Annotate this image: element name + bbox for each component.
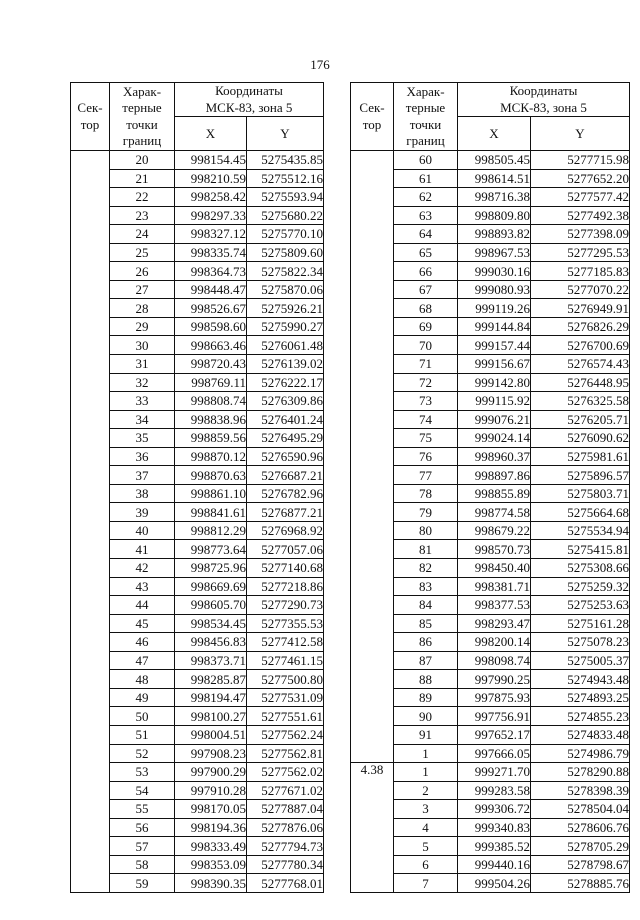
x-coordinate-cell: 998808.74 bbox=[175, 392, 247, 411]
x-coordinate-cell: 999504.26 bbox=[458, 874, 531, 893]
y-coordinate-cell: 5276574.43 bbox=[531, 355, 630, 374]
y-coordinate-cell: 5276448.95 bbox=[531, 373, 630, 392]
header-coordinates: Координаты МСК-83, зона 5 bbox=[175, 83, 324, 117]
x-coordinate-cell: 998855.89 bbox=[458, 484, 531, 503]
y-coordinate-cell: 5277562.24 bbox=[247, 725, 324, 744]
point-number-cell: 77 bbox=[394, 466, 458, 485]
header-points: Харак- терные точки границ bbox=[394, 83, 458, 151]
x-coordinate-cell: 998170.05 bbox=[175, 800, 247, 819]
y-coordinate-cell: 5274833.48 bbox=[531, 725, 630, 744]
y-coordinate-cell: 5275078.23 bbox=[531, 633, 630, 652]
point-number-cell: 48 bbox=[110, 670, 175, 689]
x-coordinate-cell: 998373.71 bbox=[175, 651, 247, 670]
x-coordinate-cell: 999440.16 bbox=[458, 855, 531, 874]
x-coordinate-cell: 999340.83 bbox=[458, 818, 531, 837]
point-number-cell: 88 bbox=[394, 670, 458, 689]
y-coordinate-cell: 5275803.71 bbox=[531, 484, 630, 503]
y-coordinate-cell: 5277671.02 bbox=[247, 781, 324, 800]
x-coordinate-cell: 998605.70 bbox=[175, 596, 247, 615]
point-number-cell: 20 bbox=[110, 151, 175, 170]
x-coordinate-cell: 998725.96 bbox=[175, 559, 247, 578]
point-number-cell: 91 bbox=[394, 725, 458, 744]
x-coordinate-cell: 998327.12 bbox=[175, 225, 247, 244]
point-number-cell: 71 bbox=[394, 355, 458, 374]
x-coordinate-cell: 998841.61 bbox=[175, 503, 247, 522]
header-points: Харак- терные точки границ bbox=[110, 83, 175, 151]
x-coordinate-cell: 998154.45 bbox=[175, 151, 247, 170]
point-number-cell: 80 bbox=[394, 521, 458, 540]
point-number-cell: 57 bbox=[110, 837, 175, 856]
x-coordinate-cell: 998534.45 bbox=[175, 614, 247, 633]
point-number-cell: 66 bbox=[394, 262, 458, 281]
y-coordinate-cell: 5276222.17 bbox=[247, 373, 324, 392]
x-coordinate-cell: 997900.29 bbox=[175, 763, 247, 782]
y-coordinate-cell: 5278290.88 bbox=[531, 763, 630, 782]
x-coordinate-cell: 999157.44 bbox=[458, 336, 531, 355]
page-number: 176 bbox=[310, 57, 330, 72]
point-number-cell: 85 bbox=[394, 614, 458, 633]
x-coordinate-cell: 997875.93 bbox=[458, 688, 531, 707]
header-x: X bbox=[458, 117, 531, 151]
y-coordinate-cell: 5274943.48 bbox=[531, 670, 630, 689]
point-number-cell: 44 bbox=[110, 596, 175, 615]
point-number-cell: 86 bbox=[394, 633, 458, 652]
x-coordinate-cell: 997908.23 bbox=[175, 744, 247, 763]
y-coordinate-cell: 5275822.34 bbox=[247, 262, 324, 281]
point-number-cell: 52 bbox=[110, 744, 175, 763]
y-coordinate-cell: 5275435.85 bbox=[247, 151, 324, 170]
x-coordinate-cell: 998870.63 bbox=[175, 466, 247, 485]
x-coordinate-cell: 998194.36 bbox=[175, 818, 247, 837]
y-coordinate-cell: 5276949.91 bbox=[531, 299, 630, 318]
x-coordinate-cell: 998377.53 bbox=[458, 596, 531, 615]
y-coordinate-cell: 5275680.22 bbox=[247, 206, 324, 225]
y-coordinate-cell: 5277715.98 bbox=[531, 151, 630, 170]
point-number-cell: 21 bbox=[110, 169, 175, 188]
y-coordinate-cell: 5276139.02 bbox=[247, 355, 324, 374]
y-coordinate-cell: 5275770.10 bbox=[247, 225, 324, 244]
y-coordinate-cell: 5275161.28 bbox=[531, 614, 630, 633]
x-coordinate-cell: 998663.46 bbox=[175, 336, 247, 355]
point-number-cell: 84 bbox=[394, 596, 458, 615]
x-coordinate-cell: 998333.49 bbox=[175, 837, 247, 856]
x-coordinate-cell: 997652.17 bbox=[458, 725, 531, 744]
point-number-cell: 40 bbox=[110, 521, 175, 540]
y-coordinate-cell: 5277500.80 bbox=[247, 670, 324, 689]
y-coordinate-cell: 5276877.21 bbox=[247, 503, 324, 522]
y-coordinate-cell: 5276968.92 bbox=[247, 521, 324, 540]
x-coordinate-cell: 998773.64 bbox=[175, 540, 247, 559]
point-number-cell: 28 bbox=[110, 299, 175, 318]
point-number-cell: 51 bbox=[110, 725, 175, 744]
point-number-cell: 74 bbox=[394, 410, 458, 429]
y-coordinate-cell: 5275593.94 bbox=[247, 188, 324, 207]
point-number-cell: 69 bbox=[394, 317, 458, 336]
y-coordinate-cell: 5277577.42 bbox=[531, 188, 630, 207]
point-number-cell: 61 bbox=[394, 169, 458, 188]
x-coordinate-cell: 998812.29 bbox=[175, 521, 247, 540]
x-coordinate-cell: 998716.38 bbox=[458, 188, 531, 207]
y-coordinate-cell: 5278606.76 bbox=[531, 818, 630, 837]
point-number-cell: 67 bbox=[394, 280, 458, 299]
x-coordinate-cell: 998505.45 bbox=[458, 151, 531, 170]
y-coordinate-cell: 5277492.38 bbox=[531, 206, 630, 225]
header-y: Y bbox=[531, 117, 630, 151]
point-number-cell: 2 bbox=[394, 781, 458, 800]
point-number-cell: 75 bbox=[394, 429, 458, 448]
y-coordinate-cell: 5277355.53 bbox=[247, 614, 324, 633]
point-number-cell: 36 bbox=[110, 447, 175, 466]
y-coordinate-cell: 5277531.09 bbox=[247, 688, 324, 707]
y-coordinate-cell: 5275253.63 bbox=[531, 596, 630, 615]
point-number-cell: 72 bbox=[394, 373, 458, 392]
x-coordinate-cell: 998297.33 bbox=[175, 206, 247, 225]
x-coordinate-cell: 998669.69 bbox=[175, 577, 247, 596]
y-coordinate-cell: 5275259.32 bbox=[531, 577, 630, 596]
point-number-cell: 43 bbox=[110, 577, 175, 596]
x-coordinate-cell: 998967.53 bbox=[458, 243, 531, 262]
point-number-cell: 45 bbox=[110, 614, 175, 633]
sector-cell bbox=[71, 151, 110, 893]
y-coordinate-cell: 5277070.22 bbox=[531, 280, 630, 299]
table-row bbox=[71, 151, 324, 170]
point-number-cell: 65 bbox=[394, 243, 458, 262]
point-number-cell: 42 bbox=[110, 559, 175, 578]
table-row bbox=[351, 151, 630, 170]
y-coordinate-cell: 5275981.61 bbox=[531, 447, 630, 466]
header-x: X bbox=[175, 117, 247, 151]
x-coordinate-cell: 998769.11 bbox=[175, 373, 247, 392]
coordinates-table-left bbox=[70, 82, 324, 893]
y-coordinate-cell: 5277461.15 bbox=[247, 651, 324, 670]
point-number-cell: 5 bbox=[394, 837, 458, 856]
y-coordinate-cell: 5278885.76 bbox=[531, 874, 630, 893]
y-coordinate-cell: 5276325.58 bbox=[531, 392, 630, 411]
table-body-right bbox=[351, 151, 630, 893]
y-coordinate-cell: 5276401.24 bbox=[247, 410, 324, 429]
point-number-cell: 89 bbox=[394, 688, 458, 707]
point-number-cell: 27 bbox=[110, 280, 175, 299]
point-number-cell: 62 bbox=[394, 188, 458, 207]
y-coordinate-cell: 5277290.73 bbox=[247, 596, 324, 615]
point-number-cell: 49 bbox=[110, 688, 175, 707]
y-coordinate-cell: 5275512.16 bbox=[247, 169, 324, 188]
point-number-cell: 81 bbox=[394, 540, 458, 559]
point-number-cell: 35 bbox=[110, 429, 175, 448]
y-coordinate-cell: 5274855.23 bbox=[531, 707, 630, 726]
x-coordinate-cell: 998448.47 bbox=[175, 280, 247, 299]
x-coordinate-cell: 997666.05 bbox=[458, 744, 531, 763]
x-coordinate-cell: 999142.80 bbox=[458, 373, 531, 392]
point-number-cell: 46 bbox=[110, 633, 175, 652]
y-coordinate-cell: 5276826.29 bbox=[531, 317, 630, 336]
x-coordinate-cell: 998859.56 bbox=[175, 429, 247, 448]
point-number-cell: 31 bbox=[110, 355, 175, 374]
x-coordinate-cell: 999271.70 bbox=[458, 763, 531, 782]
point-number-cell: 7 bbox=[394, 874, 458, 893]
x-coordinate-cell: 998364.73 bbox=[175, 262, 247, 281]
x-coordinate-cell: 998838.96 bbox=[175, 410, 247, 429]
y-coordinate-cell: 5277876.06 bbox=[247, 818, 324, 837]
point-number-cell: 25 bbox=[110, 243, 175, 262]
x-coordinate-cell: 998098.74 bbox=[458, 651, 531, 670]
y-coordinate-cell: 5277140.68 bbox=[247, 559, 324, 578]
x-coordinate-cell: 998210.59 bbox=[175, 169, 247, 188]
x-coordinate-cell: 998960.37 bbox=[458, 447, 531, 466]
point-number-cell: 22 bbox=[110, 188, 175, 207]
x-coordinate-cell: 999144.84 bbox=[458, 317, 531, 336]
point-number-cell: 34 bbox=[110, 410, 175, 429]
point-number-cell: 63 bbox=[394, 206, 458, 225]
x-coordinate-cell: 999156.67 bbox=[458, 355, 531, 374]
point-number-cell: 1 bbox=[394, 763, 458, 782]
x-coordinate-cell: 998809.80 bbox=[458, 206, 531, 225]
x-coordinate-cell: 998293.47 bbox=[458, 614, 531, 633]
y-coordinate-cell: 5275664.68 bbox=[531, 503, 630, 522]
point-number-cell: 55 bbox=[110, 800, 175, 819]
y-coordinate-cell: 5277218.86 bbox=[247, 577, 324, 596]
point-number-cell: 23 bbox=[110, 206, 175, 225]
header-y: Y bbox=[247, 117, 324, 151]
point-number-cell: 37 bbox=[110, 466, 175, 485]
y-coordinate-cell: 5276590.96 bbox=[247, 447, 324, 466]
x-coordinate-cell: 999076.21 bbox=[458, 410, 531, 429]
header-coordinates: Координаты МСК-83, зона 5 bbox=[458, 83, 630, 117]
point-number-cell: 54 bbox=[110, 781, 175, 800]
point-number-cell: 6 bbox=[394, 855, 458, 874]
y-coordinate-cell: 5277185.83 bbox=[531, 262, 630, 281]
x-coordinate-cell: 999385.52 bbox=[458, 837, 531, 856]
x-coordinate-cell: 998897.86 bbox=[458, 466, 531, 485]
y-coordinate-cell: 5277652.20 bbox=[531, 169, 630, 188]
point-number-cell: 33 bbox=[110, 392, 175, 411]
sector-cell: 4.38 bbox=[351, 763, 394, 893]
y-coordinate-cell: 5275870.06 bbox=[247, 280, 324, 299]
y-coordinate-cell: 5274893.25 bbox=[531, 688, 630, 707]
y-coordinate-cell: 5277412.58 bbox=[247, 633, 324, 652]
point-number-cell: 38 bbox=[110, 484, 175, 503]
x-coordinate-cell: 998353.09 bbox=[175, 855, 247, 874]
point-number-cell: 4 bbox=[394, 818, 458, 837]
point-number-cell: 1 bbox=[394, 744, 458, 763]
y-coordinate-cell: 5277562.02 bbox=[247, 763, 324, 782]
y-coordinate-cell: 5277295.53 bbox=[531, 243, 630, 262]
y-coordinate-cell: 5278504.04 bbox=[531, 800, 630, 819]
header-sector: Сек- тор bbox=[351, 83, 394, 151]
coordinates-table-right bbox=[350, 82, 630, 893]
x-coordinate-cell: 998285.87 bbox=[175, 670, 247, 689]
y-coordinate-cell: 5277780.34 bbox=[247, 855, 324, 874]
y-coordinate-cell: 5277887.04 bbox=[247, 800, 324, 819]
point-number-cell: 90 bbox=[394, 707, 458, 726]
point-number-cell: 41 bbox=[110, 540, 175, 559]
sector-cell bbox=[351, 151, 394, 763]
y-coordinate-cell: 5275990.27 bbox=[247, 317, 324, 336]
x-coordinate-cell: 999119.26 bbox=[458, 299, 531, 318]
point-number-cell: 26 bbox=[110, 262, 175, 281]
point-number-cell: 32 bbox=[110, 373, 175, 392]
y-coordinate-cell: 5277562.81 bbox=[247, 744, 324, 763]
x-coordinate-cell: 997990.25 bbox=[458, 670, 531, 689]
header-sector: Сек- тор bbox=[71, 83, 110, 151]
point-number-cell: 78 bbox=[394, 484, 458, 503]
point-number-cell: 56 bbox=[110, 818, 175, 837]
x-coordinate-cell: 998100.27 bbox=[175, 707, 247, 726]
y-coordinate-cell: 5276309.86 bbox=[247, 392, 324, 411]
x-coordinate-cell: 998861.10 bbox=[175, 484, 247, 503]
y-coordinate-cell: 5276782.96 bbox=[247, 484, 324, 503]
point-number-cell: 82 bbox=[394, 559, 458, 578]
x-coordinate-cell: 998570.73 bbox=[458, 540, 531, 559]
y-coordinate-cell: 5275809.60 bbox=[247, 243, 324, 262]
point-number-cell: 24 bbox=[110, 225, 175, 244]
point-number-cell: 59 bbox=[110, 874, 175, 893]
x-coordinate-cell: 998200.14 bbox=[458, 633, 531, 652]
point-number-cell: 39 bbox=[110, 503, 175, 522]
x-coordinate-cell: 999030.16 bbox=[458, 262, 531, 281]
y-coordinate-cell: 5275415.81 bbox=[531, 540, 630, 559]
x-coordinate-cell: 999115.92 bbox=[458, 392, 531, 411]
x-coordinate-cell: 998194.47 bbox=[175, 688, 247, 707]
point-number-cell: 29 bbox=[110, 317, 175, 336]
point-number-cell: 58 bbox=[110, 855, 175, 874]
x-coordinate-cell: 998870.12 bbox=[175, 447, 247, 466]
y-coordinate-cell: 5278798.67 bbox=[531, 855, 630, 874]
x-coordinate-cell: 999080.93 bbox=[458, 280, 531, 299]
point-number-cell: 47 bbox=[110, 651, 175, 670]
y-coordinate-cell: 5276090.62 bbox=[531, 429, 630, 448]
point-number-cell: 73 bbox=[394, 392, 458, 411]
y-coordinate-cell: 5277768.01 bbox=[247, 874, 324, 893]
point-number-cell: 30 bbox=[110, 336, 175, 355]
point-number-cell: 3 bbox=[394, 800, 458, 819]
x-coordinate-cell: 998893.82 bbox=[458, 225, 531, 244]
x-coordinate-cell: 998679.22 bbox=[458, 521, 531, 540]
y-coordinate-cell: 5276687.21 bbox=[247, 466, 324, 485]
y-coordinate-cell: 5277057.06 bbox=[247, 540, 324, 559]
point-number-cell: 83 bbox=[394, 577, 458, 596]
point-number-cell: 87 bbox=[394, 651, 458, 670]
x-coordinate-cell: 998614.51 bbox=[458, 169, 531, 188]
x-coordinate-cell: 998390.35 bbox=[175, 874, 247, 893]
point-number-cell: 79 bbox=[394, 503, 458, 522]
y-coordinate-cell: 5277794.73 bbox=[247, 837, 324, 856]
y-coordinate-cell: 5278398.39 bbox=[531, 781, 630, 800]
x-coordinate-cell: 998598.60 bbox=[175, 317, 247, 336]
x-coordinate-cell: 998381.71 bbox=[458, 577, 531, 596]
y-coordinate-cell: 5274986.79 bbox=[531, 744, 630, 763]
x-coordinate-cell: 999283.58 bbox=[458, 781, 531, 800]
point-number-cell: 60 bbox=[394, 151, 458, 170]
x-coordinate-cell: 997910.28 bbox=[175, 781, 247, 800]
x-coordinate-cell: 997756.91 bbox=[458, 707, 531, 726]
x-coordinate-cell: 999024.14 bbox=[458, 429, 531, 448]
y-coordinate-cell: 5278705.29 bbox=[531, 837, 630, 856]
y-coordinate-cell: 5276205.71 bbox=[531, 410, 630, 429]
y-coordinate-cell: 5275005.37 bbox=[531, 651, 630, 670]
table-row bbox=[351, 763, 630, 782]
point-number-cell: 68 bbox=[394, 299, 458, 318]
point-number-cell: 50 bbox=[110, 707, 175, 726]
y-coordinate-cell: 5276061.48 bbox=[247, 336, 324, 355]
x-coordinate-cell: 998258.42 bbox=[175, 188, 247, 207]
x-coordinate-cell: 998335.74 bbox=[175, 243, 247, 262]
point-number-cell: 53 bbox=[110, 763, 175, 782]
x-coordinate-cell: 998450.40 bbox=[458, 559, 531, 578]
x-coordinate-cell: 999306.72 bbox=[458, 800, 531, 819]
y-coordinate-cell: 5275896.57 bbox=[531, 466, 630, 485]
y-coordinate-cell: 5275926.21 bbox=[247, 299, 324, 318]
x-coordinate-cell: 998456.83 bbox=[175, 633, 247, 652]
x-coordinate-cell: 998774.58 bbox=[458, 503, 531, 522]
y-coordinate-cell: 5276700.69 bbox=[531, 336, 630, 355]
y-coordinate-cell: 5277398.09 bbox=[531, 225, 630, 244]
point-number-cell: 70 bbox=[394, 336, 458, 355]
y-coordinate-cell: 5276495.29 bbox=[247, 429, 324, 448]
x-coordinate-cell: 998004.51 bbox=[175, 725, 247, 744]
x-coordinate-cell: 998526.67 bbox=[175, 299, 247, 318]
y-coordinate-cell: 5275308.66 bbox=[531, 559, 630, 578]
x-coordinate-cell: 998720.43 bbox=[175, 355, 247, 374]
y-coordinate-cell: 5275534.94 bbox=[531, 521, 630, 540]
y-coordinate-cell: 5277551.61 bbox=[247, 707, 324, 726]
table-body-left bbox=[71, 151, 324, 893]
point-number-cell: 64 bbox=[394, 225, 458, 244]
point-number-cell: 76 bbox=[394, 447, 458, 466]
